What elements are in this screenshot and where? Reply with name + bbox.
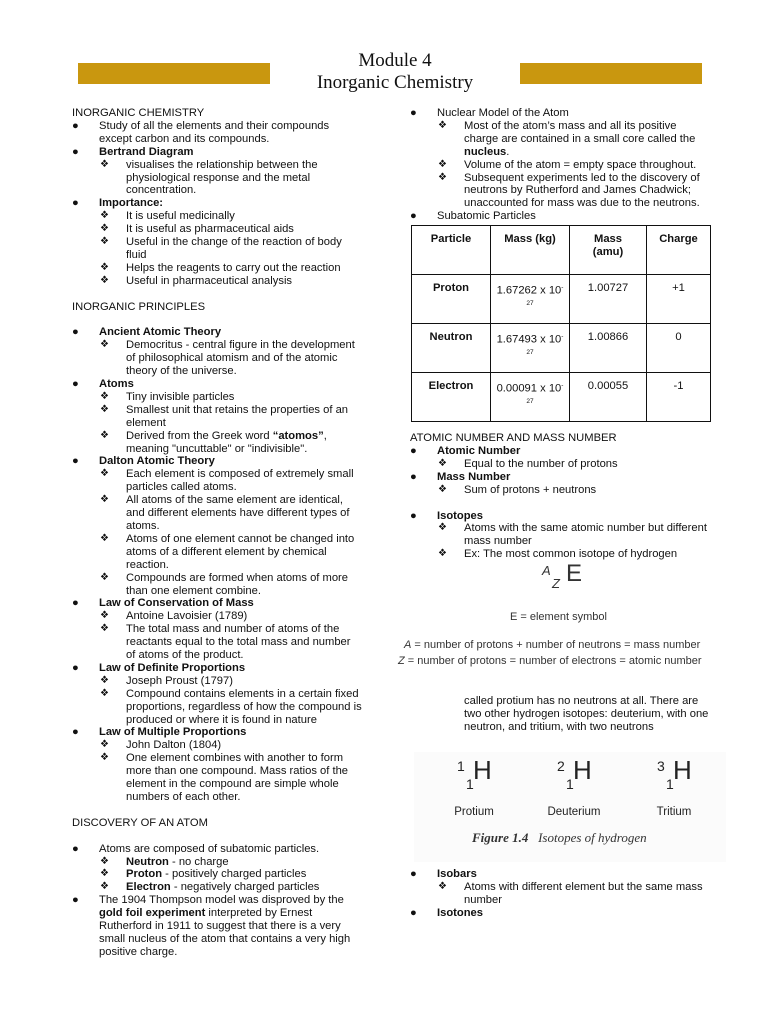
table-header-cell: Particle <box>412 226 491 275</box>
bullet-icon: ● <box>410 107 417 119</box>
protium-symbol: 1 1 H <box>457 754 492 792</box>
bullet-icon: ● <box>72 842 79 855</box>
section-heading-atomic-number-mass-number: ATOMIC NUMBER AND MASS NUMBER <box>410 432 617 445</box>
bullet-icon: ● <box>410 867 417 880</box>
bullet-icon: ● <box>72 197 79 210</box>
isotopes-of-hydrogen-figure <box>414 752 726 862</box>
notation-mass-number: A <box>542 563 551 579</box>
header-accent-bar-right <box>520 63 702 84</box>
diamond-bullet-icon: ❖ <box>100 623 109 635</box>
isotope-protium <box>428 754 520 819</box>
sub-item-definite-2: ❖ Compound contains elements in a certain fixed proportions, regardless of how the compound is produced or where it is found in nature <box>100 687 362 726</box>
list-item-nuclear-model: ● Nuclear Model of the Atom <box>410 107 569 119</box>
list-item-importance: ● Importance: <box>72 197 164 210</box>
diamond-bullet-icon: ❖ <box>100 274 109 286</box>
sub-item-dalton-2: ❖ All atoms of the same element are identical, and different elements have different types of atoms. <box>100 494 350 532</box>
atomic-number-equation: Z = number of protons = number of electrons = atomic number <box>398 655 702 668</box>
diamond-bullet-icon: ❖ <box>100 236 109 248</box>
list-item-ancient-atomic-theory: ● Ancient Atomic Theory <box>72 326 222 339</box>
diamond-bullet-icon: ❖ <box>100 868 109 880</box>
table-cell-mass-amu: 0.00055 <box>570 373 647 422</box>
list-item-subatomic-composed: ● Atoms are composed of subatomic particles. <box>72 842 320 855</box>
table-row <box>412 373 711 422</box>
diamond-bullet-icon: ❖ <box>438 522 447 534</box>
list-item-thompson-model: ● The 1904 Thompson model was disproved by the gold foil experiment interpreted by Ernest Rutherford in 1911 to suggest that there is a very small nucleus of the atom that contains a very high positive charge. <box>72 894 351 958</box>
list-item-multiple-proportions: ● Law of Multiple Proportions <box>72 726 247 739</box>
diamond-bullet-icon: ❖ <box>100 881 109 893</box>
tritium-symbol: 3 1 H <box>657 754 692 792</box>
table-cell-charge: +1 <box>647 275 711 324</box>
tritium-label: Tritium <box>656 805 692 818</box>
table-cell-mass-amu: 1.00727 <box>570 275 647 324</box>
figure-caption: Figure 1.4 Isotopes of hydrogen <box>472 829 647 845</box>
diamond-bullet-icon: ❖ <box>100 468 109 480</box>
table-row <box>412 275 711 324</box>
bullet-icon: ● <box>410 906 417 919</box>
table-cell-mass-amu: 1.00866 <box>570 324 647 373</box>
table-cell-mass-kg: 0.00091 x $10^{-27}$ <box>491 373 570 422</box>
diamond-bullet-icon: ❖ <box>438 158 447 170</box>
table-cell-charge: -1 <box>647 373 711 422</box>
sub-item-importance-1: ❖ It is useful medicinally <box>100 210 235 223</box>
subatomic-particles-table <box>411 225 711 422</box>
bullet-icon: ● <box>72 326 79 339</box>
sub-item-electron: ❖ Electron - negatively charged particles <box>100 881 320 894</box>
sub-item-neutron: ❖ Neutron - no charge <box>100 855 229 868</box>
page-title <box>270 50 520 94</box>
table-header-row <box>412 226 711 275</box>
list-item-isotopes: ● Isotopes <box>410 509 484 522</box>
bullet-icon: ● <box>72 145 79 158</box>
list-item-subatomic-particles: ● Subatomic Particles <box>410 210 536 223</box>
sub-item-importance-5: ❖ Useful in pharmaceutical analysis <box>100 274 293 287</box>
diamond-bullet-icon: ❖ <box>100 339 109 351</box>
table-cell-charge: 0 <box>647 324 711 373</box>
section-heading-discovery-of-an-atom: DISCOVERY OF AN ATOM <box>72 816 208 829</box>
bullet-icon: ● <box>72 119 79 132</box>
sub-item-nuclear-2: ❖ Volume of the atom = empty space throughout. <box>438 158 697 171</box>
bullet-icon: ● <box>410 509 417 522</box>
sub-item-dalton-3: ❖ Atoms of one element cannot be changed into atoms of a different element by chemical reaction. <box>100 532 355 571</box>
title-line-1: Module 4 <box>358 50 432 71</box>
sub-item-importance-4: ❖ Helps the reagents to carry out the reaction <box>100 261 341 274</box>
protium-label: Protium <box>454 805 494 818</box>
list-item-mass-number: ● Mass Number <box>410 470 511 483</box>
diamond-bullet-icon: ❖ <box>100 223 109 235</box>
diamond-bullet-icon: ❖ <box>100 210 109 222</box>
diamond-bullet-icon: ❖ <box>100 261 109 273</box>
element-symbol-caption: E = element symbol <box>510 611 607 624</box>
list-item-atomic-number: ● Atomic Number <box>410 445 521 458</box>
table-cell-mass-kg: 1.67262 x $10^{-27}$ <box>491 275 570 324</box>
title-line-2: Inorganic Chemistry <box>316 72 474 93</box>
notation-atomic-number: Z <box>552 576 560 592</box>
sub-item-isobars: ❖ Atoms with different element but the same mass number <box>438 880 703 906</box>
bullet-icon: ● <box>72 378 79 390</box>
list-item-conservation-of-mass: ● Law of Conservation of Mass <box>72 597 254 610</box>
sub-item-conservation-1: ❖ Antoine Lavoisier (1789) <box>100 610 248 623</box>
sub-item-importance-3: ❖ Useful in the change of the reaction of body fluid <box>100 236 342 261</box>
sub-item-mass-number: ❖ Sum of protons + neutrons <box>438 483 597 496</box>
table-cell-particle: Proton <box>412 275 491 324</box>
isotope-deuterium <box>528 754 620 819</box>
section-heading-inorganic-principles: INORGANIC PRINCIPLES <box>72 300 206 313</box>
bullet-icon: ● <box>410 210 417 223</box>
table-header-cell: Mass (amu) <box>570 226 647 275</box>
table-header-cell: Charge <box>647 226 711 275</box>
diamond-bullet-icon: ❖ <box>438 171 447 183</box>
diamond-bullet-icon: ❖ <box>438 119 447 131</box>
table-cell-particle: Electron <box>412 373 491 422</box>
diamond-bullet-icon: ❖ <box>438 880 447 892</box>
list-item-isobars: ● Isobars <box>410 867 477 880</box>
table-header-cell: Mass (kg) <box>491 226 570 275</box>
right-column <box>398 107 710 920</box>
table-row <box>412 324 711 373</box>
mass-number-equation: A = number of protons + number of neutrons = mass number <box>404 639 701 652</box>
diamond-bullet-icon: ❖ <box>100 674 109 686</box>
bullet-icon: ● <box>410 470 417 483</box>
diamond-bullet-icon: ❖ <box>100 855 109 867</box>
diamond-bullet-icon: ❖ <box>100 494 109 506</box>
isotope-notation-figure <box>398 560 710 695</box>
diamond-bullet-icon: ❖ <box>100 739 109 751</box>
sub-item-proton: ❖ Proton - positively charged particles <box>100 868 307 881</box>
bullet-icon: ● <box>72 661 79 674</box>
diamond-bullet-icon: ❖ <box>438 548 447 560</box>
sub-item-atoms-derived: ❖ Derived from the Greek word “atomos”, meaning "uncuttable" or "indivisible". <box>100 429 327 455</box>
list-item-isotones: ● Isotones <box>410 906 484 919</box>
diamond-bullet-icon: ❖ <box>100 532 109 544</box>
sub-item-isotopes-2: ❖ Ex: The most common isotope of hydrogen <box>438 548 678 561</box>
sub-item-definite-1: ❖ Joseph Proust (1797) <box>100 674 233 687</box>
header-accent-bar-left <box>78 63 270 84</box>
sub-item-multiple-2: ❖ One element combines with another to form more than one compound. Mass ratios of the element in the compound are simple whole numbers of each other. <box>100 752 349 803</box>
bullet-icon: ● <box>72 726 79 739</box>
sub-item-nuclear-1: ❖ Most of the atom’s mass and all its positive charge are contained in a small core called the nucleus. <box>438 119 696 158</box>
diamond-bullet-icon: ❖ <box>100 158 109 170</box>
sub-item-multiple-1: ❖ John Dalton (1804) <box>100 739 222 752</box>
diamond-bullet-icon: ❖ <box>100 403 109 415</box>
sub-item-conservation-2: ❖ The total mass and number of atoms of the reactants equal to the total mass and number of atoms of the product. <box>100 623 351 662</box>
sub-item-democritus: ❖ Democritus - central figure in the development of philosophical atomism and of the atomic theory of the universe. <box>100 339 355 378</box>
sub-item-atomic-number: ❖ Equal to the number of protons <box>438 457 618 470</box>
notation-element: E <box>566 560 583 588</box>
diamond-bullet-icon: ❖ <box>100 687 109 699</box>
diamond-bullet-icon: ❖ <box>438 457 447 469</box>
table-cell-particle: Neutron <box>412 324 491 373</box>
diamond-bullet-icon: ❖ <box>100 429 109 441</box>
list-item-bertrand-diagram: ● Bertrand Diagram <box>72 145 194 158</box>
deuterium-label: Deuterium <box>547 805 601 818</box>
deuterium-symbol: 2 1 H <box>557 754 592 792</box>
diamond-bullet-icon: ❖ <box>100 752 109 764</box>
sub-item-dalton-1: ❖ Each element is composed of extremely small particles called atoms. <box>100 468 354 494</box>
sub-item-atoms-1: ❖ Tiny invisible particles <box>100 390 235 403</box>
list-item-atoms: ● Atoms <box>72 378 134 390</box>
diamond-bullet-icon: ❖ <box>100 610 109 622</box>
sub-item-bertrand: ❖ visualises the relationship between the physiological response and the metal concentration. <box>100 158 318 197</box>
table-cell-mass-kg: 1.67493 x $10^{-27}$ <box>491 324 570 373</box>
diamond-bullet-icon: ❖ <box>100 390 109 402</box>
sub-item-isotopes-1: ❖ Atoms with the same atomic number but different mass number <box>438 522 707 548</box>
bullet-icon: ● <box>410 445 417 458</box>
bullet-icon: ● <box>72 894 79 907</box>
protium-paragraph: called protium has no neutrons at all. There are two other hydrogen isotopes: deuterium, with one neutron, and tritium, with two neutrons <box>464 695 709 734</box>
sub-item-importance-2: ❖ It is useful as pharmaceutical aids <box>100 223 294 236</box>
list-item-definite-proportions: ● Law of Definite Proportions <box>72 661 246 674</box>
left-column <box>72 107 362 959</box>
diamond-bullet-icon: ❖ <box>100 571 109 583</box>
list-item-dalton-atomic-theory: ● Dalton Atomic Theory <box>72 455 215 468</box>
sub-item-nuclear-3: ❖ Subsequent experiments led to the discovery of neutrons by Rutherford and James Chadwick; unaccounted for mass was due to the neutrons. <box>438 171 700 210</box>
bullet-icon: ● <box>72 455 79 468</box>
sub-item-atoms-2: ❖ Smallest unit that retains the properties of an element <box>100 403 349 429</box>
diamond-bullet-icon: ❖ <box>438 483 447 495</box>
section-heading-inorganic-chemistry: INORGANIC CHEMISTRY <box>72 107 205 119</box>
isotope-tritium <box>628 754 720 819</box>
sub-item-dalton-4: ❖ Compounds are formed when atoms of more than one element combine. <box>100 571 348 597</box>
list-item-study: ● Study of all the elements and their compounds except carbon and its compounds. <box>72 119 330 145</box>
bullet-icon: ● <box>72 597 79 610</box>
